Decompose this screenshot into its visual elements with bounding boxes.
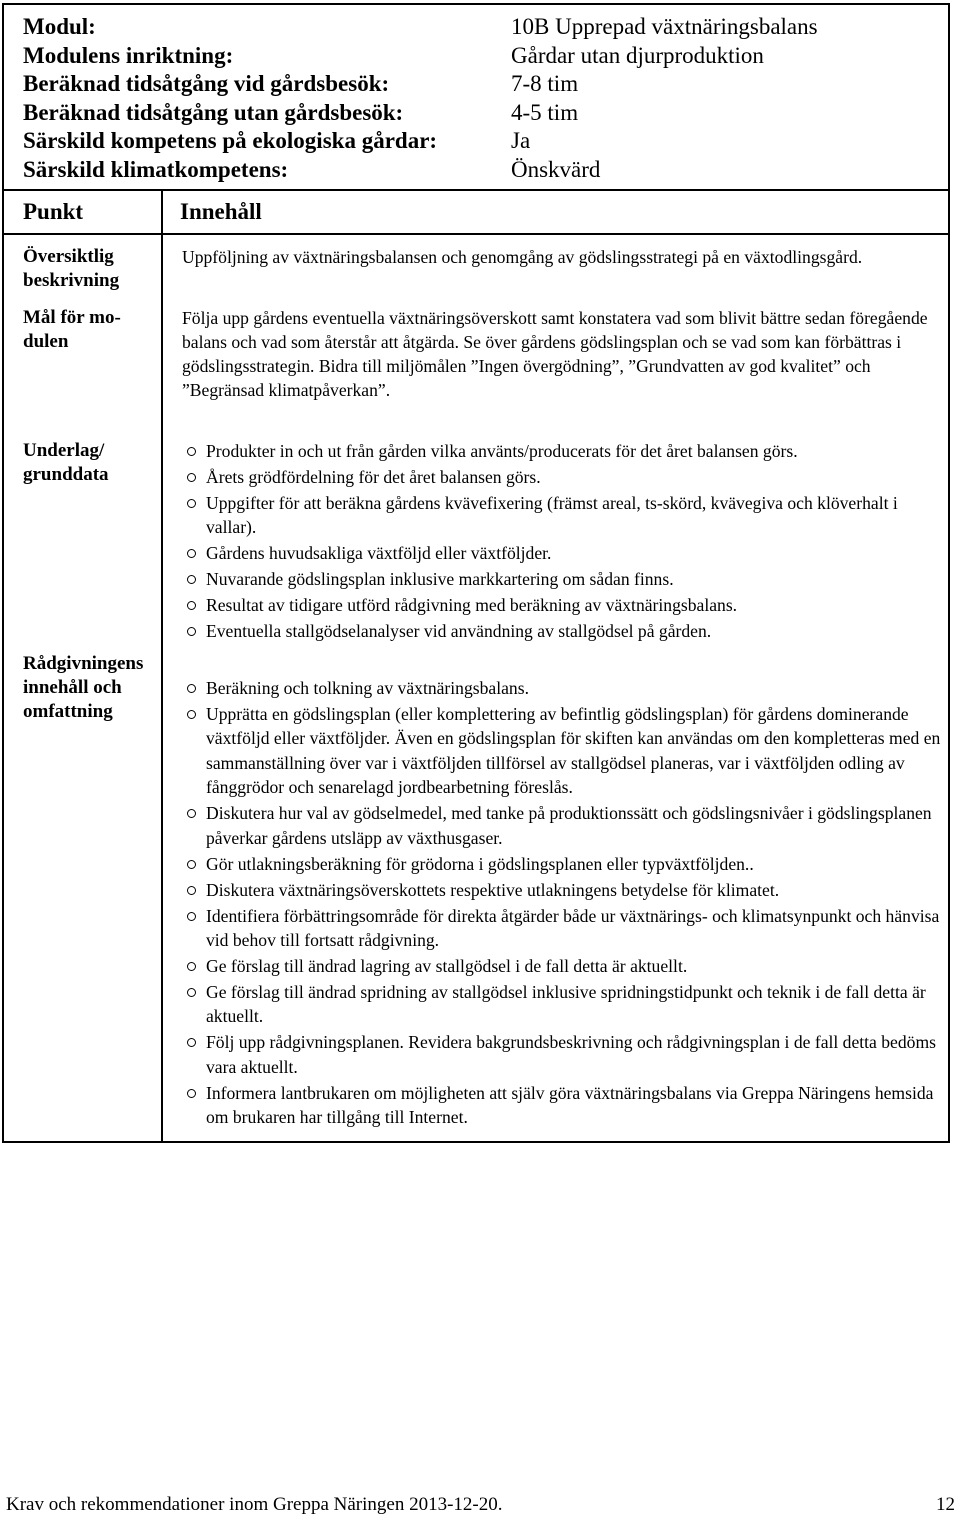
text-mal-for-modulen: Följa upp gårdens eventuella växtnäringsöverskott samt konstatera vad som blivit bättre sedan föregående balans och vad som återstår att åtgärda. Se över gårdens gödslingsplan och se vad som kan förbättras i gödslingsstrategin. Bidra till miljömålen ”Ingen övergödning”, ”Grundvatten av god kvalitet” och ”Begränsad klimatpåverkan”. xyxy=(182,308,928,400)
list-item: Resultat av tidigare utförd rådgivning med beräkning av växtnäringsbalans. xyxy=(182,593,942,617)
column-header-innehall: Innehåll xyxy=(180,199,262,224)
list-item: Uppgifter för att beräkna gårdens kvävefixering (främst areal, ts-skörd, kvävegiva och klöverhalt i vallar). xyxy=(182,491,942,540)
list-item: Upprätta en gödslingsplan (eller komplettering av befintlig gödslingsplan) för gårdens dominerande växtföljd eller växtföljder. Även en gödslingsplan för skiften kan användas om den kompletteras med en sammanställning över var i växtföljden tillförsel av stallgödsel planeras, var i växtföljden odling av fånggrödor och senarelagd jordbearbetning föreslås. xyxy=(182,702,942,800)
bullet-icon xyxy=(187,601,196,610)
header-label-tid-utan-besok: Beräknad tidsåtgång utan gårdsbesök: xyxy=(23,100,404,125)
list-item: Följ upp rådgivningsplanen. Revidera bakgrundsbeskrivning och rådgivningsplan i de fall detta bedöms vara aktuellt. xyxy=(182,1030,942,1079)
bullet-icon xyxy=(187,575,196,584)
list-item: Informera lantbrukaren om möjligheten att själv göra växtnäringsbalans via Greppa Näringens hemsida om brukaren har tillgång till Internet. xyxy=(182,1081,942,1130)
header-label-klimatkompetens: Särskild klimatkompetens: xyxy=(23,157,289,182)
list-item: Diskutera växtnäringsöverskottets respektive utlakningens betydelse för klimatet. xyxy=(182,878,942,902)
header-label-inriktning: Modulens inriktning: xyxy=(23,43,234,68)
column-header-punkt: Punkt xyxy=(23,199,84,224)
list-item: Produkter in och ut från gården vilka använts/producerats för det året balansen görs. xyxy=(182,439,942,463)
header-label-tid-med-besok: Beräknad tidsåtgång vid gårdsbesök: xyxy=(23,71,390,96)
bullet-icon xyxy=(187,860,196,869)
footer-text: Krav och rekommendationer inom Greppa Näringen 2013-12-20. xyxy=(6,1494,503,1515)
list-item: Nuvarande gödslingsplan inklusive markkartering om sådan finns. xyxy=(182,567,942,591)
header-value-modul: 10B Upprepad växtnäringsbalans xyxy=(511,14,818,39)
header-row-divider xyxy=(4,233,948,235)
bullet-icon xyxy=(187,962,196,971)
list-item: Eventuella stallgödselanalyser vid användning av stallgödsel på gården. xyxy=(182,619,942,643)
column-divider xyxy=(161,189,163,1141)
bullet-icon xyxy=(187,988,196,997)
module-table xyxy=(2,189,950,1143)
bullet-icon xyxy=(187,627,196,636)
list-item: Gör utlakningsberäkning för grödorna i gödslingsplanen eller typväxtföljden.. xyxy=(182,852,942,876)
radgivning-list xyxy=(182,676,942,1131)
label-underlag-grunddata: Underlag/ grunddata xyxy=(23,440,109,485)
header-value-klimatkompetens: Önskvärd xyxy=(511,157,601,182)
list-item: Årets grödfördelning för det året balansen görs. xyxy=(182,465,942,489)
bullet-icon xyxy=(187,549,196,558)
list-item: Ge förslag till ändrad lagring av stallgödsel i de fall detta är aktuellt. xyxy=(182,954,942,978)
bullet-icon xyxy=(187,710,196,719)
header-label-ekologisk-kompetens: Särskild kompetens på ekologiska gårdar: xyxy=(23,128,438,153)
header-value-tid-med-besok: 7-8 tim xyxy=(511,71,579,96)
text-oversiktlig-beskrivning: Uppföljning av växtnäringsbalansen och genomgång av gödslingsstrategi på en växtodlingsgård. xyxy=(182,247,863,267)
underlag-list xyxy=(182,439,942,645)
header-value-inriktning: Gårdar utan djurproduktion xyxy=(511,43,764,68)
list-item: Beräkning och tolkning av växtnäringsbalans. xyxy=(182,676,942,700)
label-mal-for-modulen: Mål för mo-dulen xyxy=(23,307,121,352)
bullet-icon xyxy=(187,447,196,456)
bullet-icon xyxy=(187,886,196,895)
label-radgivningens-innehall: Rådgivningens innehåll och omfattning xyxy=(23,653,144,722)
list-item: Diskutera hur val av gödselmedel, med tanke på produktionssätt och gödslingsnivåer i gödslingsplanen påverkar gårdens utsläpp av växthusgaser. xyxy=(182,801,942,850)
bullet-icon xyxy=(187,809,196,818)
bullet-icon xyxy=(187,1038,196,1047)
page-number: 12 xyxy=(936,1494,955,1515)
bullet-icon xyxy=(187,499,196,508)
header-value-tid-utan-besok: 4-5 tim xyxy=(511,100,579,125)
bullet-icon xyxy=(187,912,196,921)
list-item: Ge förslag till ändrad spridning av stallgödsel inklusive spridningstidpunkt och teknik i de fall detta är aktuellt. xyxy=(182,980,942,1029)
header-value-ekologisk-kompetens: Ja xyxy=(511,128,531,153)
bullet-icon xyxy=(187,473,196,482)
bullet-icon xyxy=(187,1089,196,1098)
header-label-modul: Modul: xyxy=(23,14,96,39)
bullet-icon xyxy=(187,684,196,693)
label-oversiktlig-beskrivning: Översiktlig beskrivning xyxy=(23,246,120,291)
list-item: Identifiera förbättringsområde för direkta åtgärder både ur växtnärings- och klimatsynpunkt och hänvisa vid behov till fortsatt rådgivning. xyxy=(182,904,942,953)
module-header xyxy=(2,3,950,191)
list-item: Gårdens huvudsakliga växtföljd eller växtföljder. xyxy=(182,541,942,565)
